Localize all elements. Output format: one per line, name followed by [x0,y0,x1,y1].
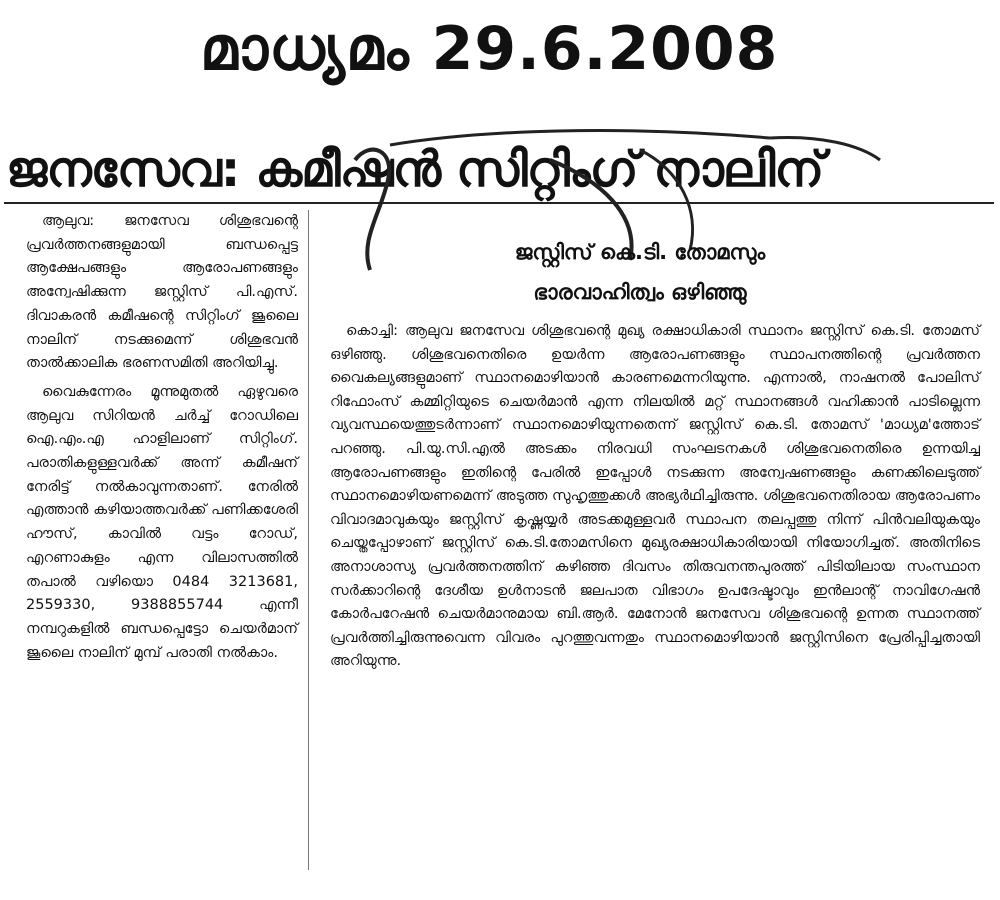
masthead: മാധ്യമം 29.6.2008 [200,14,779,84]
subheadline-line-1: ജസ്റ്റിസ് കെ.ടി. തോമസും [514,240,766,264]
headline: ജനസേവ: കമീഷൻ സിറ്റിംഗ് നാലിന് [6,141,824,198]
left-paragraph-1: ആലുവ: ജനസേവ ശിശുഭവന്റെ പ്രവർത്തനങ്ങളുമായി ബന്ധപ്പെട്ട ആക്ഷേപങ്ങളും ആരോപണങ്ങളും അന്വേഷിക്കുന്ന ജസ്റ്റിസ് പി.എസ്. ദിവാകരൻ കമീഷന്റെ സിറ്റിംഗ് ജൂലൈ നാലിന് നടക്കുമെന്ന് ശിശുഭവൻ താൽക്കാലിക ഭരണസമിതി അറിയിച്ചു. [26,213,298,372]
subheadline [420,232,860,312]
column-rule [308,210,309,870]
left-paragraph-2: വൈകുന്നേരം മൂന്നുമുതൽ ഏഴുവരെ ആലുവ സിറിയൻ ചർച്ച് റോഡിലെ ഐ.എം.എ ഹാളിലാണ് സിറ്റിംഗ്. പരാതികളുള്ളവർക്ക് അന്ന് കമീഷന് നേരിട്ട് നൽകാവുന്നതാണ്. നേരിൽ എത്താൻ കഴിയാത്തവർക്ക് പണിക്കശേരി ഹൗസ്, കാവിൽ വട്ടം റോഡ്, എറണാകുളം എന്ന വിലാസത്തിൽ തപാൽ വഴിയൊ 0484 3213681, 2559330, 9388855744 എന്നീ നമ്പറുകളിൽ ബന്ധപ്പെട്ടോ ചെയർമാന് ജൂലൈ നാലിന് മുമ്പ് പരാതി നൽകാം. [26,383,298,661]
left-column-article [26,210,298,670]
headline-divider [4,202,994,204]
right-column-article [330,320,980,674]
subheadline-line-2: ഭാരവാഹിത്വം ഒഴിഞ്ഞു [533,280,747,304]
right-paragraph: കൊച്ചി: ആലുവ ജനസേവ ശിശുഭവന്റെ മുഖ്യ രക്ഷാധികാരി സ്ഥാനം ജസ്റ്റിസ് കെ.ടി. തോമസ് ഒഴിഞ്ഞു. ശിശുഭവനെതിരെ ഉയർന്ന ആരോപണങ്ങളും സ്ഥാപനത്തിന്റെ പ്രവർത്തന വൈകല്യങ്ങളുമാണ് സ്ഥാനമൊഴിയാൻ കാരണമെന്നറിയുന്നു. എന്നാൽ, നാഷനൽ പോലിസ് റിഫോംസ് കമ്മിറ്റിയുടെ ചെയർമാൻ എന്ന നിലയിൽ മറ്റ് സ്ഥാനങ്ങൾ വഹിക്കാൻ പാടില്ലെന്ന വ്യവസ്ഥയെത്തുടർന്നാണ് സ്ഥാനമൊഴിയുന്നതെന്ന് ജസ്റ്റിസ് കെ.ടി. തോമസ് 'മാധ്യമ'ത്തോട് പറഞ്ഞു. പി.യു.സി.എൽ അടക്കം നിരവധി സംഘടനകൾ ശിശുഭവനെതിരെ ഉന്നയിച്ച ആരോപണങ്ങളും ഇതിന്റെ പേരിൽ ഇപ്പോൾ നടക്കുന്ന അന്വേഷണങ്ങളും കണക്കിലെടുത്ത് സ്ഥാനമൊഴിയണമെന്ന് അടുത്ത സുഹൃത്തുക്കൾ അഭ്യർഥിച്ചിരുന്നു. ശിശുഭവനെതിരായ ആരോപണം വിവാദമാവുകയും ജസ്റ്റിസ് കൃഷ്ണയ്യർ അടക്കമുള്ളവർ സ്ഥാപന തലപ്പത്തു നിന്ന് പിൻവലിയുകയും ചെയ്തപ്പോഴാണ് ജസ്റ്റിസ് കെ.ടി.തോമസിനെ മുഖ്യരക്ഷാധികാരിയായി നിയോഗിച്ചത്. അതിനിടെ അനാശാസ്യ പ്രവർത്തനത്തിന് കഴിഞ്ഞ ദിവസം തിരുവനന്തപുരത്ത് പിടിയിലായ സംസ്ഥാന സർക്കാറിന്റെ ദേശീയ ഉൾനാടൻ ജലപാത വിഭാഗം ഉപദേഷ്ടാവും ഇൻലാന്റ് നാവിഗേഷൻ കോർപറേഷൻ ചെയർമാനുമായ ബി.ആർ. മേനോൻ ജനസേവ ശിശുഭവന്റെ ഉന്നത സ്ഥാനത്ത് പ്രവർത്തിച്ചിരുന്നുവെന്ന വിവരം പുറത്തുവന്നതും സ്ഥാനമൊഴിയാൻ ജസ്റ്റിസിനെ പ്രേരിപ്പിച്ചതായി അറിയുന്നു. [330,323,980,670]
